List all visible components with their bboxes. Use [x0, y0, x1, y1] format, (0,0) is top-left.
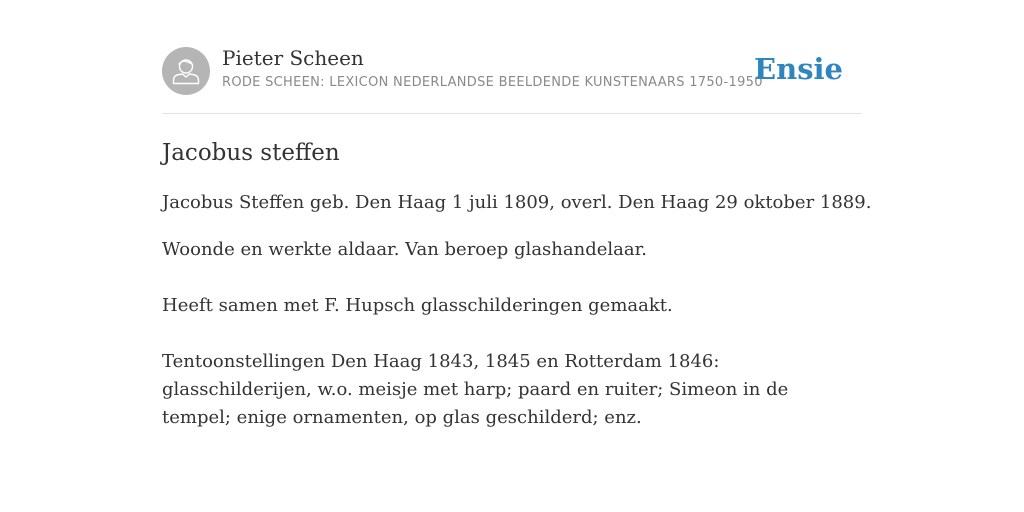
author-name[interactable]: Pieter Scheen	[222, 46, 364, 70]
ensie-logo[interactable]: Ensie	[754, 52, 843, 86]
user-outline-icon	[162, 47, 210, 95]
article-paragraph: Heeft samen met F. Hupsch glasschilderingen gemaakt.	[162, 295, 673, 316]
article-title: Jacobus steffen	[162, 140, 340, 166]
avatar[interactable]	[162, 47, 210, 95]
article-paragraph: Woonde en werkte aldaar. Van beroep glashandelaar.	[162, 239, 647, 260]
article-paragraph: Jacobus Steffen geb. Den Haag 1 juli 1809, overl. Den Haag 29 oktober 1889.	[162, 192, 872, 213]
article-content	[162, 136, 872, 432]
author-header	[162, 46, 862, 114]
source-title[interactable]: RODE SCHEEN: LEXICON NEDERLANDSE BEELDENDE KUNSTENAARS 1750-1950	[222, 75, 763, 90]
article-paragraph: Tentoonstellingen Den Haag 1843, 1845 en Rotterdam 1846: glasschilderijen, w.o. meisje met harp; paard en ruiter; Simeon in de tempel; enige ornamenten, op glas geschilderd; enz.	[162, 351, 789, 428]
